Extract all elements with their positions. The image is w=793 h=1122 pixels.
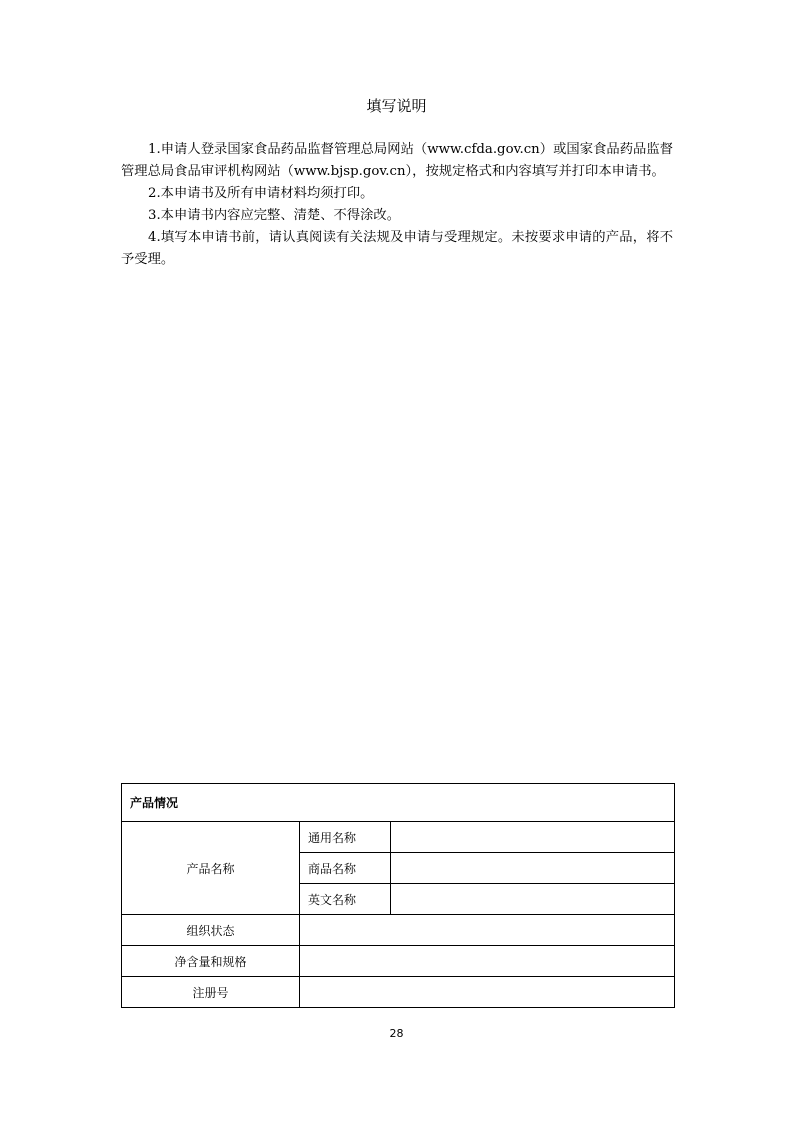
table-header: 产品情况 bbox=[122, 784, 675, 822]
tissue-state-field[interactable] bbox=[300, 915, 675, 946]
registration-number-label: 注册号 bbox=[122, 977, 300, 1008]
instruction-item: 4.填写本申请书前，请认真阅读有关法规及申请与受理规定。未按要求申请的产品，将不予受理。 bbox=[121, 230, 673, 267]
table-row bbox=[122, 977, 675, 1008]
net-content-field[interactable] bbox=[300, 946, 675, 977]
instructions bbox=[121, 139, 673, 271]
page-number: 28 bbox=[389, 1027, 404, 1040]
page-title: 填写说明 bbox=[366, 97, 427, 115]
registration-number-field[interactable] bbox=[300, 977, 675, 1008]
trade-name-label: 商品名称 bbox=[300, 853, 391, 884]
tissue-state-label: 组织状态 bbox=[122, 915, 300, 946]
product-name-label: 产品名称 bbox=[122, 822, 300, 915]
product-info-table bbox=[121, 783, 675, 1008]
instruction-item: 3.本申请书内容应完整、清楚、不得涂改。 bbox=[148, 208, 401, 223]
english-name-label: 英文名称 bbox=[300, 884, 391, 915]
english-name-field[interactable] bbox=[391, 884, 675, 915]
trade-name-field[interactable] bbox=[391, 853, 675, 884]
table-header-row bbox=[122, 784, 675, 822]
instruction-item: 1.申请人登录国家食品药品监督管理总局网站（www.cfda.gov.cn）或国家食品药品监督管理总局食品审评机构网站（www.bjsp.gov.cn），按规定格式和内容填写并打印本申请书。 bbox=[121, 142, 673, 179]
common-name-field[interactable] bbox=[391, 822, 675, 853]
instruction-item: 2.本申请书及所有申请材料均须打印。 bbox=[148, 186, 374, 201]
net-content-label: 净含量和规格 bbox=[122, 946, 300, 977]
table-row bbox=[122, 915, 675, 946]
common-name-label: 通用名称 bbox=[300, 822, 391, 853]
table-row bbox=[122, 822, 675, 853]
table-row bbox=[122, 946, 675, 977]
